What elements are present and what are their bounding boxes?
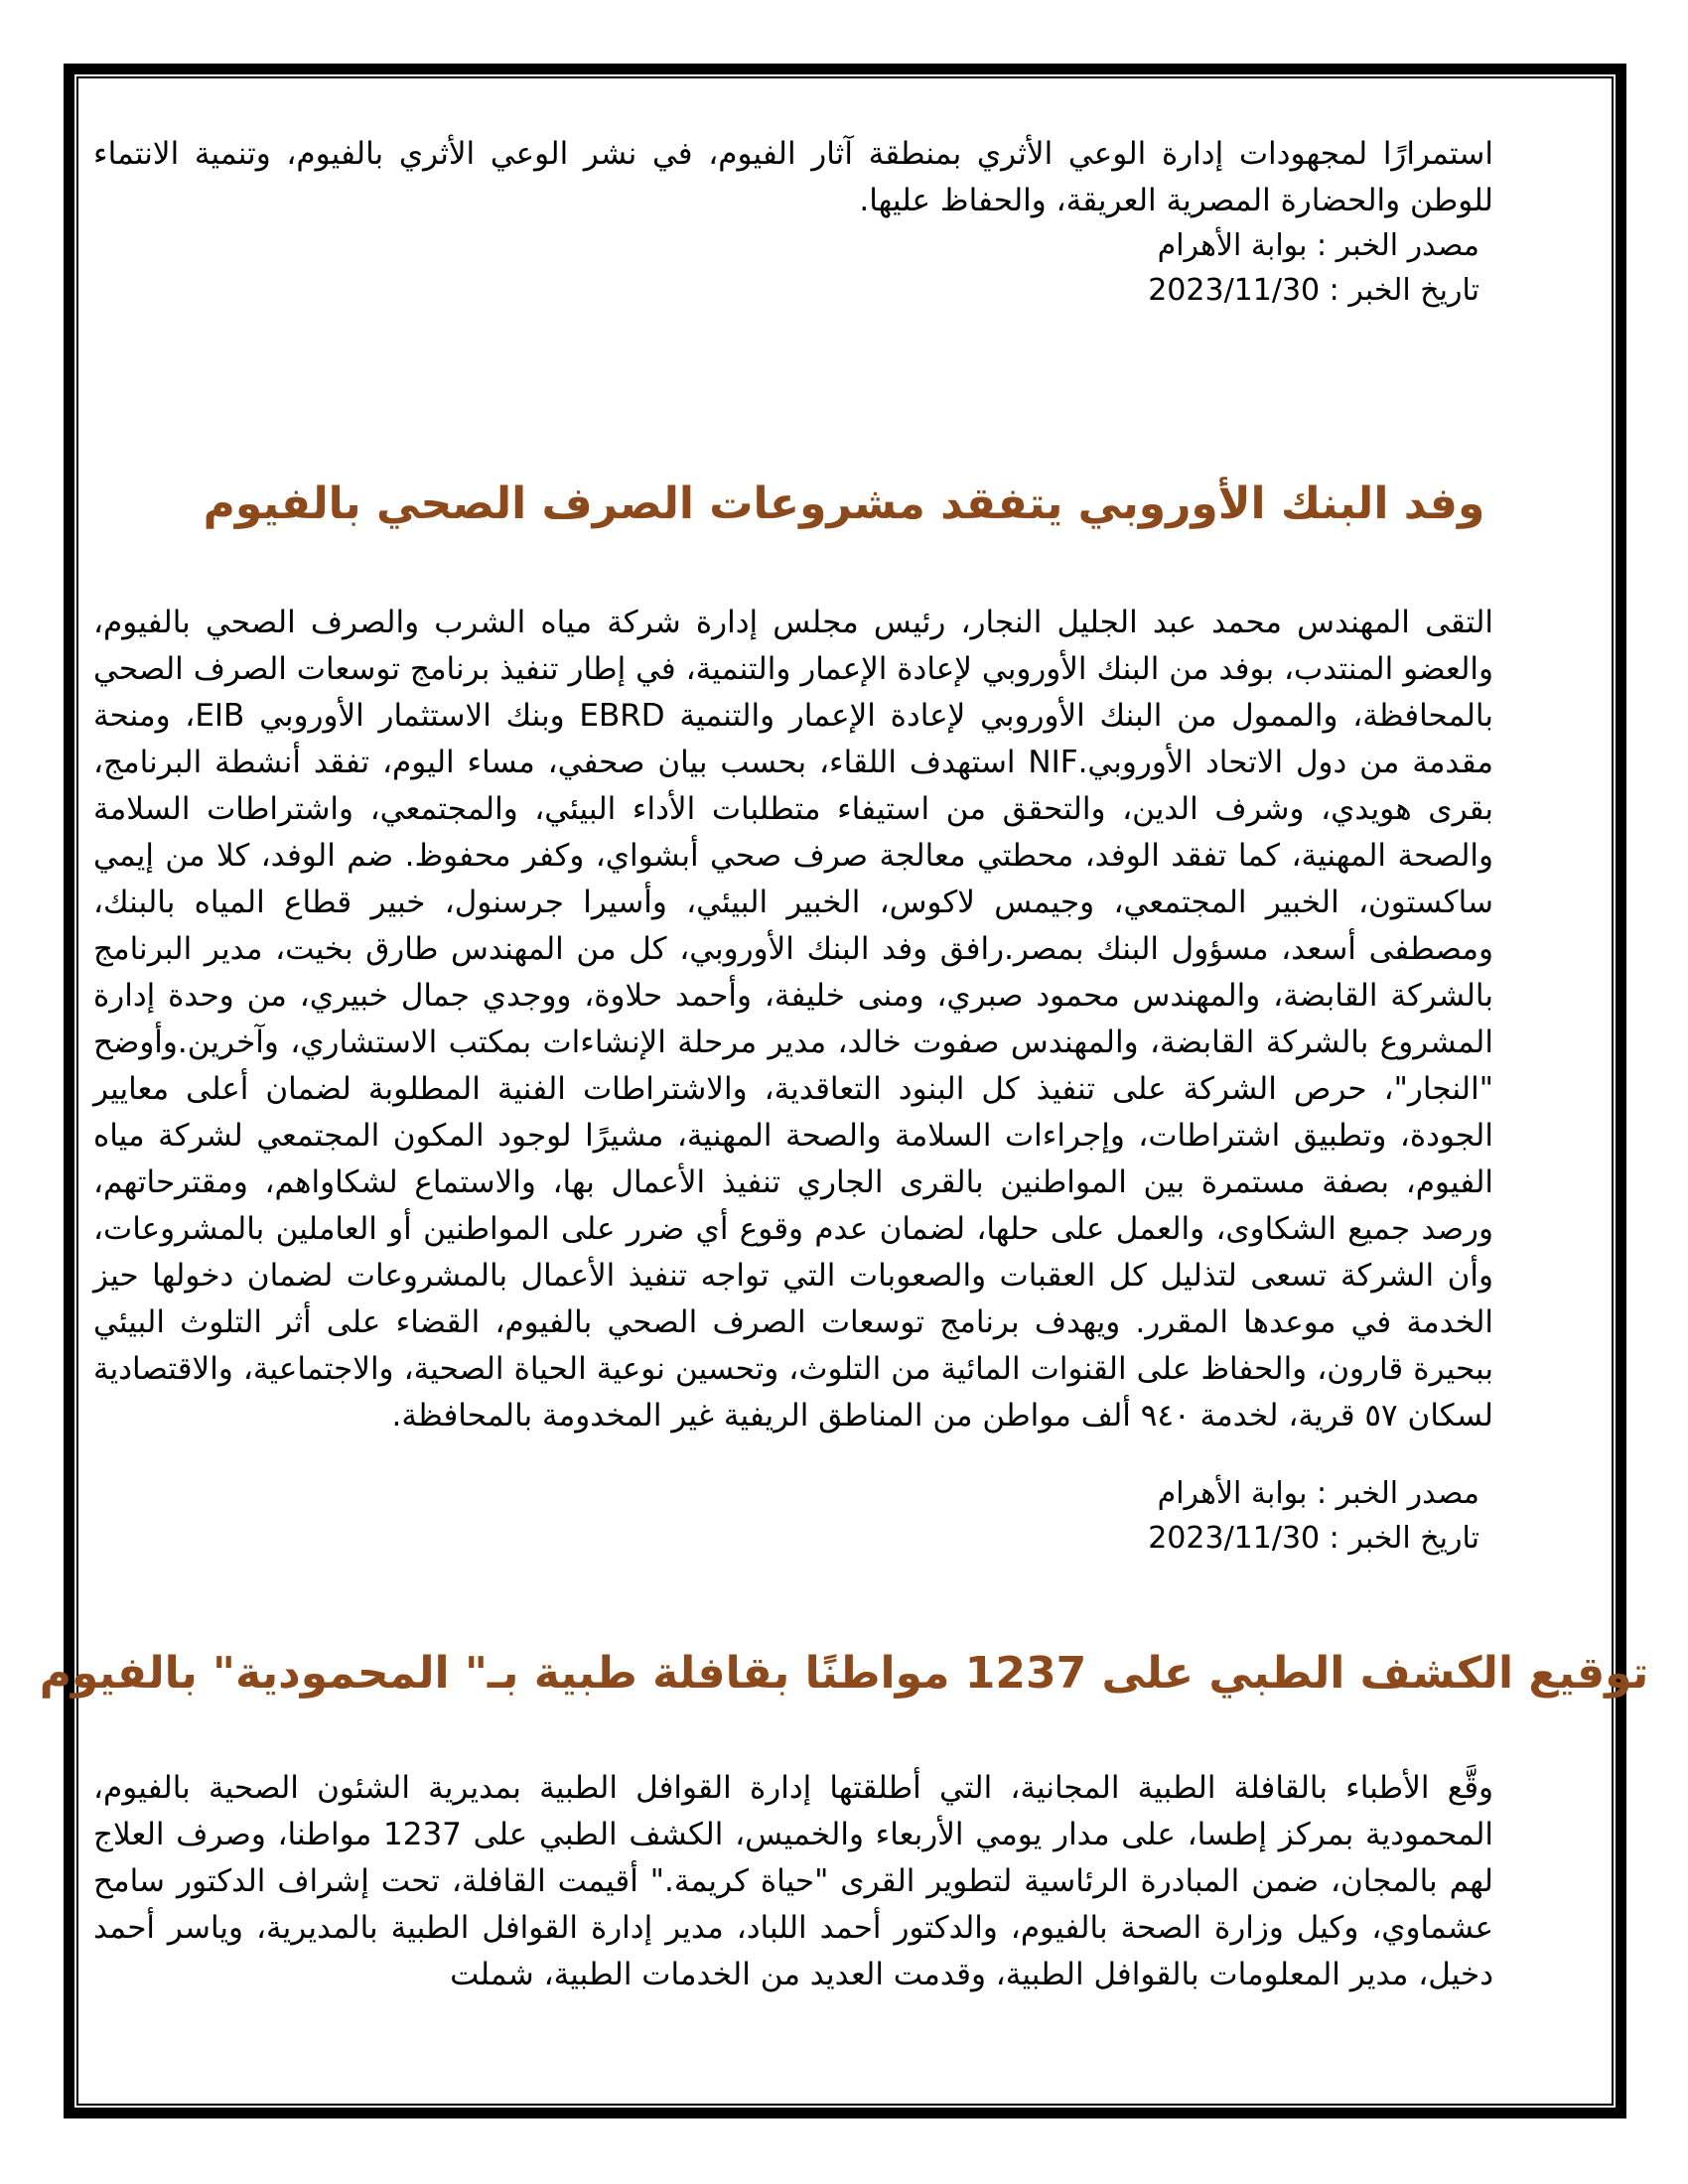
article-2-title: توقيع الكشف الطبي على 1237 مواطنًا بقافلة طبية بـ" المحمودية" بالفيوم (39, 1648, 1649, 1699)
article-1-title: وفد البنك الأوروبي يتفقد مشروعات الصرف الصحي بالفيوم (203, 478, 1485, 529)
news-date-line: تاريخ الخبر : 2023/11/30 (1148, 273, 1479, 308)
previous-article-tail-paragraph: استمرارًا لمجهودات إدارة الوعي الأثري بمنطقة آثار الفيوم، في نشر الوعي الأثري بالفيوم، وتنمية الانتماء للوطن والحضارة المصرية العريقة، والحفاظ عليها. (93, 136, 1493, 218)
news-date-line: تاريخ الخبر : 2023/11/30 (1148, 1521, 1479, 1556)
news-meta-block-2 (93, 1471, 1479, 1561)
article-2-body-paragraph: وقَّع الأطباء بالقافلة الطبية المجانية، التي أطلقتها إدارة القوافل الطبية بمديرية الشئون الصحية بالفيوم، المحمودية بمركز إطسا، على مدار يومي الأربعاء والخميس، الكشف الطبي على 1237 مواطنا، وصرف العلاج لهم بالمجان، ضمن المبادرة الرئاسية لتطوير القرى "حياة كريمة." أقيمت القافلة، تحت إشراف الدكتور سامح عشماوي، وكيل وزارة الصحة بالفيوم، والدكتور أحمد اللباد، مدير إدارة القوافل الطبية بالمديرية، وياسر أحمد دخيل، مدير المعلومات بالقوافل الطبية، وقدمت العديد من الخدمات الطبية، شملت (93, 1770, 1494, 1992)
article-1-body-paragraph: التقى المهندس محمد عبد الجليل النجار، رئيس مجلس إدارة شركة مياه الشرب والصرف الصحي بالفيوم، والعضو المنتدب، بوفد من البنك الأوروبي لإعادة الإعمار والتنمية، في إطار تنفيذ برنامج توسعات الصرف الصحي بالمحافظة، والممول من البنك الأوروبي لإعادة الإعمار والتنمية EBRD وبنك الاستثمار الأوروبي EIB، ومنحة مقدمة من دول الاتحاد الأوروبي.NIF استهدف اللقاء، بحسب بيان صحفي، مساء اليوم، تفقد أنشطة البرنامج، بقرى هويدي، وشرف الدين، والتحقق من استيفاء متطلبات الأداء البيئي، والمجتمعي، واشتراطات السلامة والصحة المهنية، كما تفقد الوفد، محطتي معالجة صرف صحي أبشواي، وكفر محفوظ. ضم الوفد، كلا من إيمي ساكستون، الخبير المجتمعي، وجيمس لاكوس، الخبير البيئي، وأسيرا جرسنول، خبير قطاع المياه بالبنك، ومصطفى أسعد، مسؤول البنك بمصر.رافق وفد البنك الأوروبي، كل من المهندس طارق بخيت، مدير البرنامج بالشركة القابضة، والمهندس محمود صبري، ومنى خليفة، وأحمد حلاوة، ووجدي جمال خبيري، من وحدة إدارة المشروع بالشركة القابضة، والمهندس صفوت خالد، مدير مرحلة الإنشاءات بمكتب الاستشاري، وآخرين.وأوضح "النجار"، حرص الشركة على تنفيذ كل البنود التعاقدية، والاشتراطات الفنية المطلوبة لضمان أعلى معايير الجودة، وتطبيق اشتراطات، وإجراءات السلامة والصحة المهنية، مشيرًا لوجود المكون المجتمعي لشركة مياه الفيوم، بصفة مستمرة بين المواطنين بالقرى الجاري تنفيذ الأعمال بها، والاستماع لشكاواهم، ومقترحاتهم، ورصد جميع الشكاوى، والعمل على حلها، لضمان عدم وقوع أي ضرر على المواطنين أو العاملين بالمشروعات، وأن الشركة تسعى لتذليل كل العقبات والصعوبات التي تواجه تنفيذ الأعمال بالمشروعات لضمان دخولها حيز الخدمة في موعدها المقرر. ويهدف برنامج توسعات الصرف الصحي بالفيوم، القضاء على أثر التلوث البيئي ببحيرة قارون، والحفاظ على القنوات المائية من التلوث، وتحسين نوعية الحياة الصحية، والاجتماعية، والاقتصادية لسكان ٥٧ قرية، لخدمة ٩٤٠ ألف مواطن من المناطق الريفية غير المخدومة بالمحافظة. (93, 605, 1494, 1433)
news-meta-block-1 (93, 223, 1479, 313)
news-source-line: مصدر الخبر : بوابة الأهرام (1157, 1476, 1479, 1511)
news-source-line: مصدر الخبر : بوابة الأهرام (1157, 228, 1479, 263)
